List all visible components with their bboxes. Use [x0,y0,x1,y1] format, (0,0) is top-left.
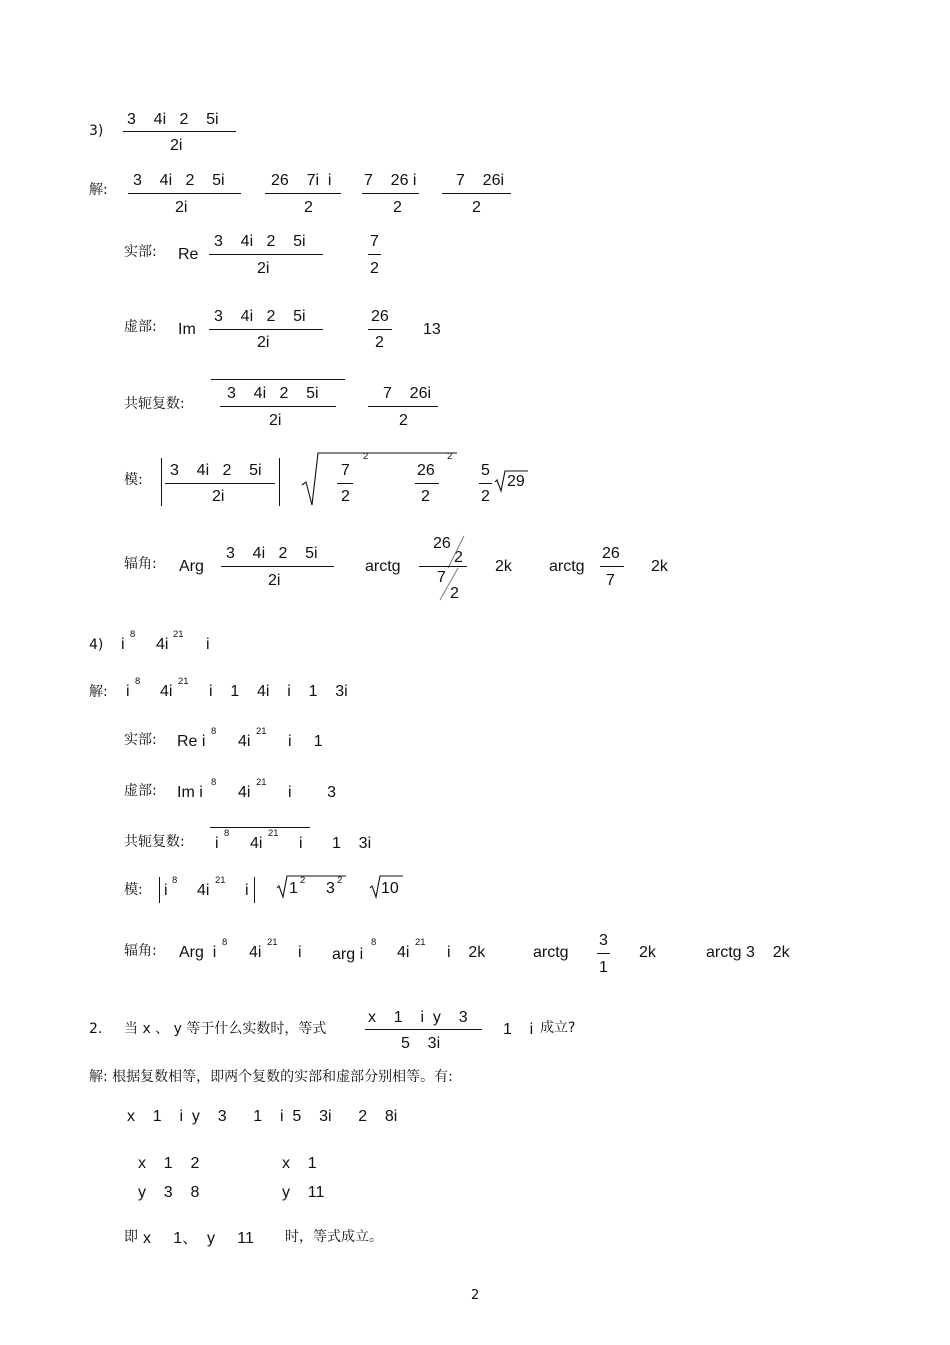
p4-solution-label: 解: [89,684,108,700]
p4-arg-exp21b: 21 [415,937,426,948]
p4-real-op: Re i [177,733,206,750]
fraction-bar [209,329,323,330]
problem4-label: 4) [89,637,104,653]
p4-mod-rad-a: 1 [289,880,298,897]
p2-q-num: x 1 i y 3 [368,1009,468,1026]
p3-arg-c-den-b: 2 [450,585,459,602]
p3-sol-f2-num: 26 7i i [271,172,332,189]
p3-arg-k1: 2k [495,558,512,575]
fraction-bar [221,566,334,567]
p4-arg-fn-arg: arg i [332,946,364,963]
p4-arg-result: arctg 3 2k [706,944,790,961]
abs-bar-left [159,877,160,903]
p3-mod-den: 2i [212,488,225,505]
p4-arg-f-num: 3 [599,932,608,949]
p3-real-res-num: 7 [370,233,379,250]
p3-mod-f2-num: 26 [417,462,435,479]
p4-conj-result: 1 3i [332,835,372,852]
p3-mod-r-den: 2 [481,488,490,505]
p4-arg-term-b: 4i [397,944,410,961]
p2-conclusion-c: 时，等式成立。 [285,1229,383,1245]
p3-arg-k2: 2k [651,558,668,575]
fraction-bar [600,566,624,567]
p4-real-exp21: 21 [256,726,267,737]
p2-equation: x 1 i y 3 1 i 5 3i 2 8i [127,1108,398,1125]
p4-imag-label: 虚部: [124,783,157,799]
p3-arg-fn2: arctg [549,558,585,575]
fraction-bar [362,193,419,194]
p3-arg-label: 辐角: [124,556,157,572]
p4-tail: i [206,636,210,653]
p3-solution-label: 解: [89,182,108,198]
p4-conj-tail: i [299,835,303,852]
problem2-label: 2. [89,1021,103,1037]
fraction-bar [368,329,392,330]
p3-mod-exp1: 2 [363,451,369,462]
fraction-bar [442,193,511,194]
p3-mod-radicand: 29 [507,473,525,490]
fraction-bar [337,483,353,484]
p3-conj-label: 共轭复数: [124,396,185,412]
p2-sys1-a: x 1 2 [138,1155,200,1172]
fraction-bar [123,131,236,132]
p4-conj-term: 4i [250,835,263,852]
fraction-bar [165,483,275,484]
p4-arg-label: 辐角: [124,943,157,959]
p4-conj-exp8: 8 [224,828,230,839]
p4-mod-rad-b: 3 [326,880,335,897]
p4-mod-radicand: 10 [381,880,399,897]
slash-icon [440,534,470,570]
p3-mod-f1-num: 7 [341,462,350,479]
p2-conclusion-b: x 1、 y 11 [143,1230,254,1247]
p3-arg-c-den-a: 7 [437,569,446,586]
p4-mod-rad-exp-a: 2 [300,875,306,886]
p3-conj-num: 3 4i 2 5i [227,385,319,402]
p4-conj-label: 共轭复数: [124,834,185,850]
p3-arg-op: Arg [179,558,204,575]
p4-imag-term: 4i [238,784,251,801]
p3-mod-r-num: 5 [481,462,490,479]
abs-bar-right [254,877,255,903]
p3-real-num: 3 4i 2 5i [214,233,306,250]
fraction-bar [368,254,381,255]
p3-expr-numerator: 3 4i 2 5i [127,111,219,128]
fraction-bar [479,483,492,484]
p4-conj-exp21: 21 [268,828,279,839]
p4-imag-exp8: 8 [211,777,217,788]
p3-arg-c-num-b: 2 [454,549,463,566]
problem3-label: 3) [89,123,104,139]
p4-term: 4i [156,636,169,653]
p4-imag-exp21: 21 [256,777,267,788]
p2-question: 当 x 、 y 等于什么实数时，等式 [124,1021,327,1037]
p4-sol-base: i [126,683,130,700]
p4-mod-rad-exp-b: 2 [337,875,343,886]
p3-imag-label: 虚部: [124,319,157,335]
p3-conj-res-den: 2 [399,412,408,429]
p2-sys2-b: y 11 [282,1184,325,1201]
fraction-bar [265,193,341,194]
radical-sign-icon [300,449,460,509]
p4-mod-term: 4i [197,882,210,899]
p3-imag-res-num: 26 [371,308,389,325]
p4-conj-base: i [215,835,219,852]
p4-arg-tail: i [298,944,302,961]
p4-arg-exp8b: 8 [371,937,377,948]
p3-arg-fn1: arctg [365,558,401,575]
p3-arg-num: 3 4i 2 5i [226,545,318,562]
p4-arg-exp21: 21 [267,937,278,948]
p4-mod-exp21: 21 [215,875,226,886]
p4-arg-op: Arg i [179,944,217,961]
p3-sol-f1-den: 2i [175,199,188,216]
p4-real-exp8: 8 [211,726,217,737]
p3-real-op: Re [178,246,199,263]
p3-arg-r-den: 7 [606,572,615,589]
p4-real-tail: i 1 [288,733,323,750]
p3-imag-den: 2i [257,334,270,351]
fraction-bar [597,953,610,954]
p3-imag-result: 13 [423,321,441,338]
p4-imag-tail: i 3 [288,784,337,801]
p3-imag-op: Im [178,321,196,338]
fraction-bar [415,483,439,484]
p3-arg-den: 2i [268,572,281,589]
abs-bar-right [279,458,280,506]
p4-arg-term: 4i [249,944,262,961]
p4-exp8: 8 [130,629,136,640]
p4-imag-op: Im i [177,784,203,801]
p3-mod-f2-den: 2 [421,488,430,505]
p3-real-label: 实部: [124,244,157,260]
p4-sol-term: 4i [160,683,173,700]
fraction-bar [368,406,438,407]
p3-sol-f4-num: 7 26i [456,172,505,189]
p4-exp21: 21 [173,629,184,640]
p3-expr-denominator: 2i [170,137,183,154]
page-number: 2 [471,1288,480,1303]
p3-sol-f3-num: 7 26 i [364,172,417,189]
p2-conclusion-a: 即 [124,1229,138,1245]
p4-sol-rest: i 1 4i i 1 3i [209,683,348,700]
p3-real-res-den: 2 [370,260,379,277]
p4-arg-exp8: 8 [222,937,228,948]
p2-sys2-a: x 1 [282,1155,317,1172]
p4-arg-fn: arctg [533,944,569,961]
p4-mod-exp8: 8 [172,875,178,886]
p3-real-den: 2i [257,260,270,277]
p2-q-rhs: 1 i [503,1021,534,1038]
p2-sys1-b: y 3 8 [138,1184,200,1201]
p4-sol-exp21: 21 [178,676,189,687]
conjugate-overline [211,379,345,380]
p4-arg-k: 2k [639,944,656,961]
p3-imag-num: 3 4i 2 5i [214,308,306,325]
fraction-bar [365,1029,482,1030]
p3-conj-res-num: 7 26i [383,385,432,402]
p3-sol-f2-den: 2 [304,199,313,216]
p4-mod-label: 模: [124,882,143,898]
p3-imag-res-den: 2 [375,334,384,351]
p4-arg-tail2: i 2k [447,944,486,961]
slash-icon [432,566,462,602]
p4-real-label: 实部: [124,732,157,748]
p3-arg-c-num-a: 26 [433,535,451,552]
fraction-bar [220,406,336,407]
p3-mod-f1-den: 2 [341,488,350,505]
p3-sol-f4-den: 2 [472,199,481,216]
p3-mod-label: 模: [124,472,143,488]
p3-mod-num: 3 4i 2 5i [170,462,262,479]
p3-mod-exp2: 2 [447,451,453,462]
abs-bar-left [161,458,162,506]
p4-mod-tail: i [245,882,249,899]
p2-q-end: 成立? [540,1020,576,1036]
p3-conj-den: 2i [269,412,282,429]
p2-solution-text: 解: 根据复数相等，即两个复数的实部和虚部分别相等。有: [89,1069,453,1085]
p4-mod-base: i [164,882,168,899]
p2-q-den: 5 3i [401,1035,441,1052]
fraction-bar [209,254,323,255]
p4-sol-exp8: 8 [135,676,141,687]
p4-real-term: 4i [238,733,251,750]
p4-arg-f-den: 1 [599,959,608,976]
p3-sol-f1-num: 3 4i 2 5i [133,172,225,189]
fraction-bar [128,193,241,194]
p3-arg-r-num: 26 [602,545,620,562]
p4-base: i [121,636,125,653]
p3-sol-f3-den: 2 [393,199,402,216]
